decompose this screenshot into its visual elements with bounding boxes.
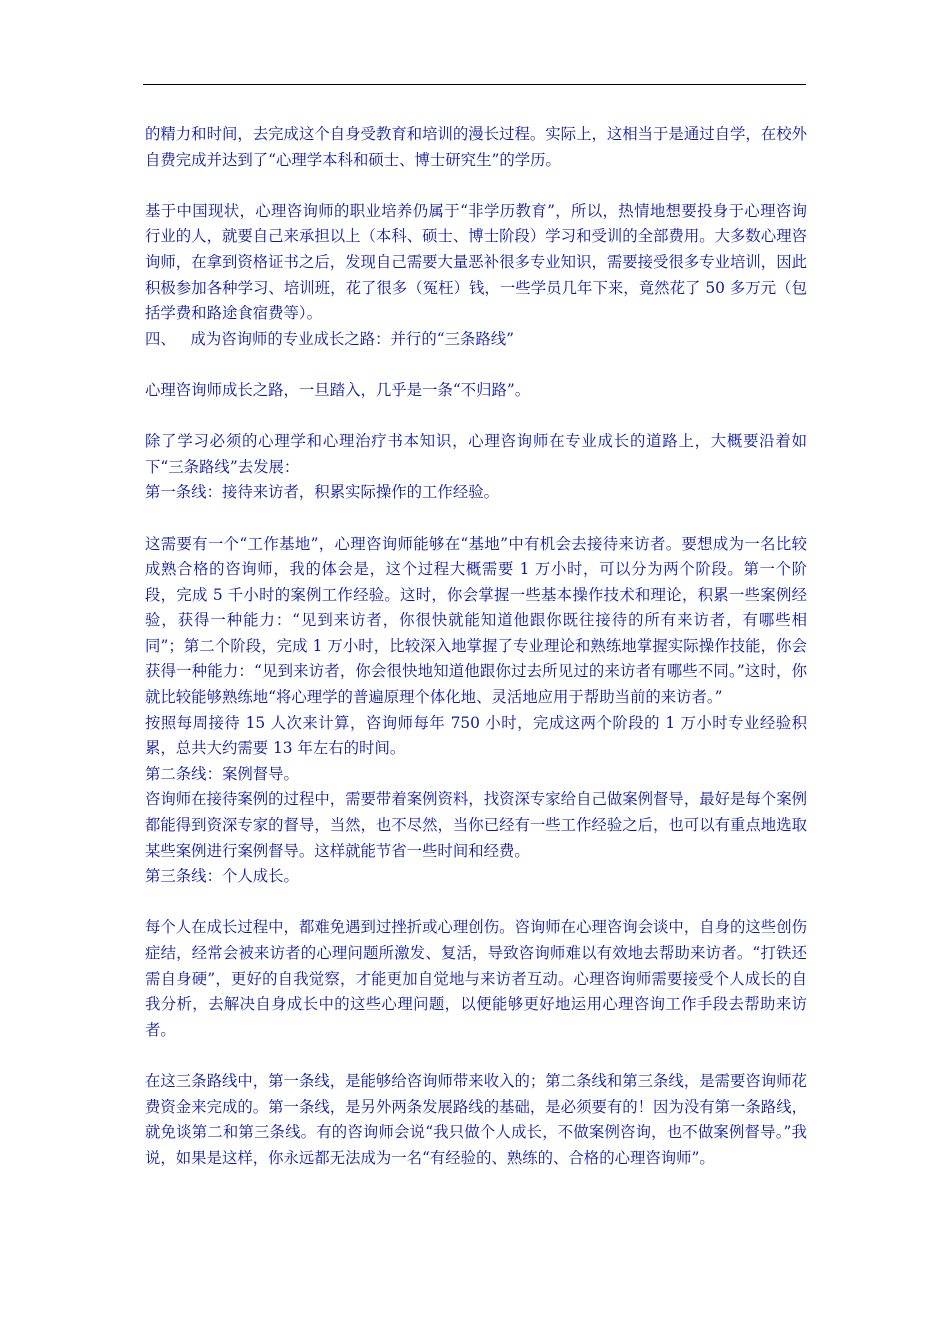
blank-line [145,404,807,430]
paragraph-time-estimate: 按照每周接待 15 人次来计算，咨询师每年 750 小时，完成这两个阶段的 1 万小时专业经验积累，总共大约需要 13 年左右的时间。 [145,713,807,758]
paragraph-personal-growth: 每个人在成长过程中，都难免遇到过挫折或心理创伤。咨询师在心理咨询会谈中，自身的这些创伤症结，经常会被来访者的心理问题所激发、复活，导致咨询师难以有效地去帮助来访者。“打铁还需自身硬”，更好的自我觉察，才能更加自觉地与来访者互动。心理咨询师需要接受个人成长的自我分析，去解决自身成长中的这些心理问题，以便能够更好地运用心理咨询工作手段去帮助来访者。 [145,918,807,1039]
paragraph-education-cost: 的精力和时间，去完成这个自身受教育和培训的漫长过程。实际上，这相当于是通过自学，在校外自费完成并达到了“心理学本科和硕士、博士研究生”的学历。 [145,125,807,169]
blank-line [145,352,807,378]
route-two-title: 第二条线：案例督导。 [145,764,299,783]
paragraph-case-supervision: 咨询师在接待案例的过程中，需要带着案例资料，找资深专家给自己做案例督导，最好是每个案例都能得到资深专家的督导，当然，也不尽然，当你已经有一些工作经验之后，也可以有重点地选取某些案例进行案例督导。这样就能节省一些时间和经费。 [145,790,807,860]
paragraph-work-base: 这需要有一个“工作基地”，心理咨询师能够在“基地”中有机会去接待来访者。要想成为一名比较成熟合格的咨询师，我的体会是，这个过程大概需要 1 万小时，可以分为两个阶段。第一个阶段，完成 5 千小时的案例工作经验。这时，你会掌握一些基本操作技术和理论，积累一些案例经验，获得一种能力：“见到来访者，你很快就能知道他跟你既往接待的所有来访者，有哪些相同”；第二个阶段，完成 1 万小时，比较深入地掌握了专业理论和熟练地掌握实际操作技能，你会获得一种能力：“见到来访者，你会很快地知道他跟你过去所见过的来访者有哪些不同。”这时，你就比较能够熟练地“将心理学的普遍原理个体化地、灵活地应用于帮助当前的来访者。” [145,534,807,707]
blank-line [145,1043,807,1069]
blank-line [145,890,807,916]
route-one-title: 第一条线：接待来访者，积累实际操作的工作经验。 [145,483,499,502]
paragraph-china-status: 基于中国现状，心理咨询师的职业培养仍属于“非学历教育”，所以，热情地想要投身于心理咨询行业的人，就要自己来承担以上（本科、硕士、博士阶段）学习和受训的全部费用。大多数心理咨询师，在拿到资格证书之后，发现自己需要大量恶补很多专业知识，需要接受很多专业培训，因此积极参加各种学习、培训班，花了很多（冤枉）钱，一些学员几年下来，竟然花了 50 多万元（包括学费和路途食宿费等）。 [145,201,807,323]
blank-line [145,173,807,199]
document-body [145,122,807,1171]
section-heading-four: 四、 成为咨询师的专业成长之路：并行的“三条路线” [145,329,515,348]
route-three-title: 第三条线：个人成长。 [145,867,299,886]
blank-line [145,506,807,532]
paragraph-summary: 在这三条路线中，第一条线，是能够给咨询师带来收入的；第二条线和第三条线，是需要咨询师花费资金来完成的。第一条线，是另外两条发展路线的基础，是必须要有的！因为没有第一条路线，就免谈第二和第三条线。有的咨询师会说“我只做个人成长，不做案例咨询，也不做案例督导。”我说，如果是这样，你永远都无法成为一名“有经验的、熟练的、合格的心理咨询师”。 [145,1071,807,1167]
paragraph-no-return: 心理咨询师成长之路，一旦踏入，几乎是一条“不归路”。 [145,380,531,399]
paragraph-three-routes-intro: 除了学习必须的心理学和心理治疗书本知识，心理咨询师在专业成长的道路上，大概要沿着如下“三条路线”去发展： [145,432,807,476]
header-rule [143,84,806,85]
